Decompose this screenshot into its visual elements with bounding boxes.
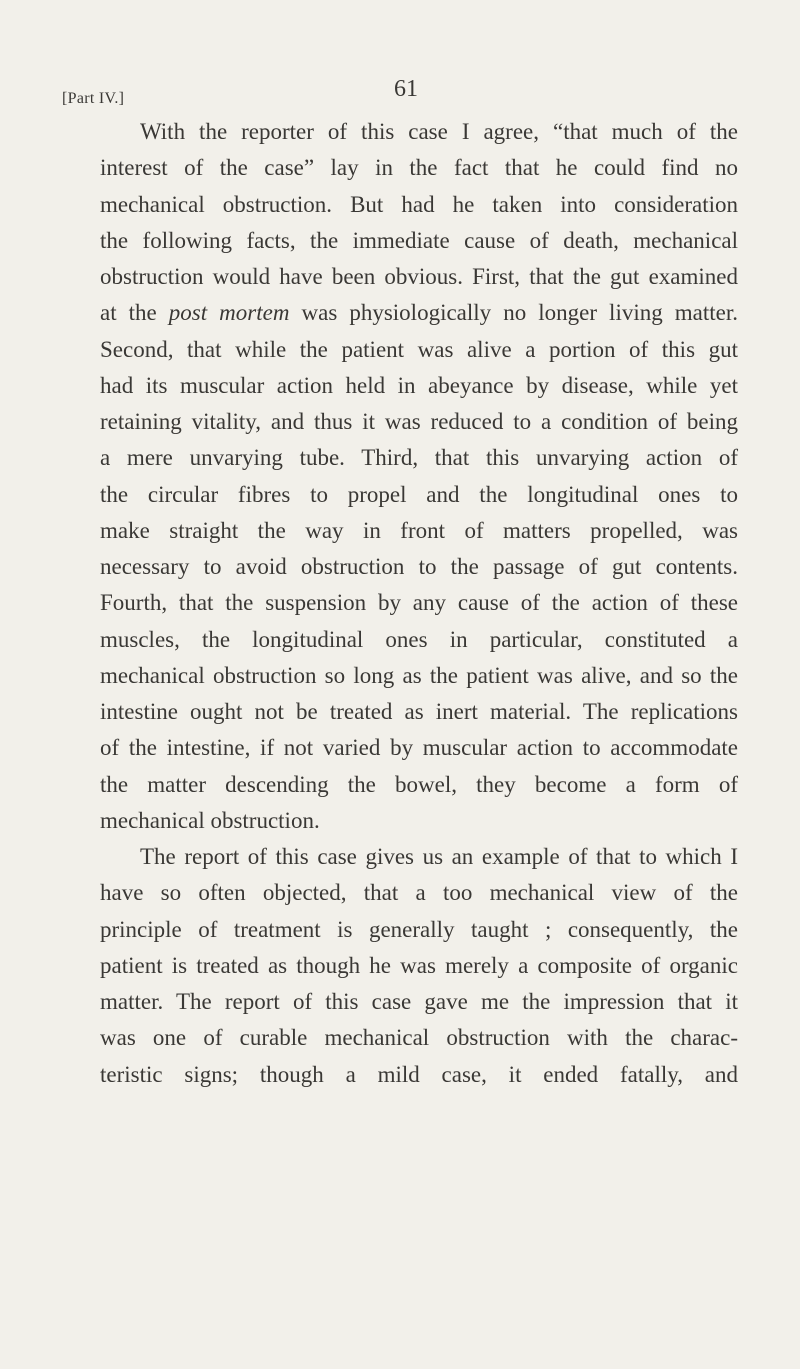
text-line: of the intestine, if not varied by muscular action to accommodate — [100, 735, 738, 761]
part-label: [Part IV.] — [62, 90, 125, 107]
paragraph-1 — [60, 114, 738, 839]
text-line: Fourth, that the suspension by any cause of the action of these — [100, 590, 738, 616]
text-line: patient is treated as though he was merely a composite of organic — [100, 952, 738, 978]
text-line: necessary to avoid obstruction to the passage of gut contents. — [100, 554, 738, 579]
text-line: have so often objected, that a too mechanical view of the — [100, 880, 738, 906]
text-line: the circular fibres to propel and the longitudinal ones to — [100, 481, 738, 507]
italic-phrase: post mortem — [168, 300, 290, 326]
body-text — [60, 114, 738, 1093]
text-line: With the reporter of this case I agree, “that much of the — [140, 119, 738, 144]
text-line: intestine ought not be treated as inert material. The replications — [100, 699, 738, 724]
text-line: had its muscular action held in abeyance by disease, while yet — [100, 372, 738, 398]
text-line: matter. The report of this case gave me the impression that it — [100, 989, 738, 1014]
text-line: interest of the case” lay in the fact that he could find no — [100, 155, 738, 181]
text-line: muscles, the longitudinal ones in particular, constituted a — [100, 626, 738, 652]
text-line: the following facts, the immediate cause of death, mechanical — [100, 227, 738, 253]
text-line: principle of treatment is generally taught ; consequently, the — [100, 916, 738, 942]
page-number: 61 — [394, 76, 418, 102]
text-line: mechanical obstruction so long as the patient was alive, and so the — [100, 662, 738, 688]
text-line: mechanical obstruction. But had he taken into consideration — [100, 191, 738, 217]
text-line-with-italic: at the post mortem was physiologically no longer living matter. — [100, 300, 738, 326]
text-line: Second, that while the patient was alive a portion of this gut — [100, 336, 738, 362]
text-line: the matter descending the bowel, they become a form of — [100, 771, 738, 797]
text-line: make straight the way in front of matters propelled, was — [100, 517, 738, 543]
text-line: mechanical obstruction. — [100, 807, 320, 833]
running-head — [62, 76, 738, 114]
paragraph-2 — [60, 839, 738, 1093]
text-line: The report of this case gives us an example of that to which I — [140, 844, 738, 869]
text-line: retaining vitality, and thus it was reduced to a condition of being — [100, 409, 738, 434]
text-line: obstruction would have been obvious. First, that the gut examined — [100, 264, 738, 289]
text-line: a mere unvarying tube. Third, that this unvarying action of — [100, 445, 738, 471]
text-line: teristic signs; though a mild case, it ended fatally, and — [100, 1061, 738, 1087]
text-line: was one of curable mechanical obstruction with the charac- — [100, 1025, 738, 1051]
